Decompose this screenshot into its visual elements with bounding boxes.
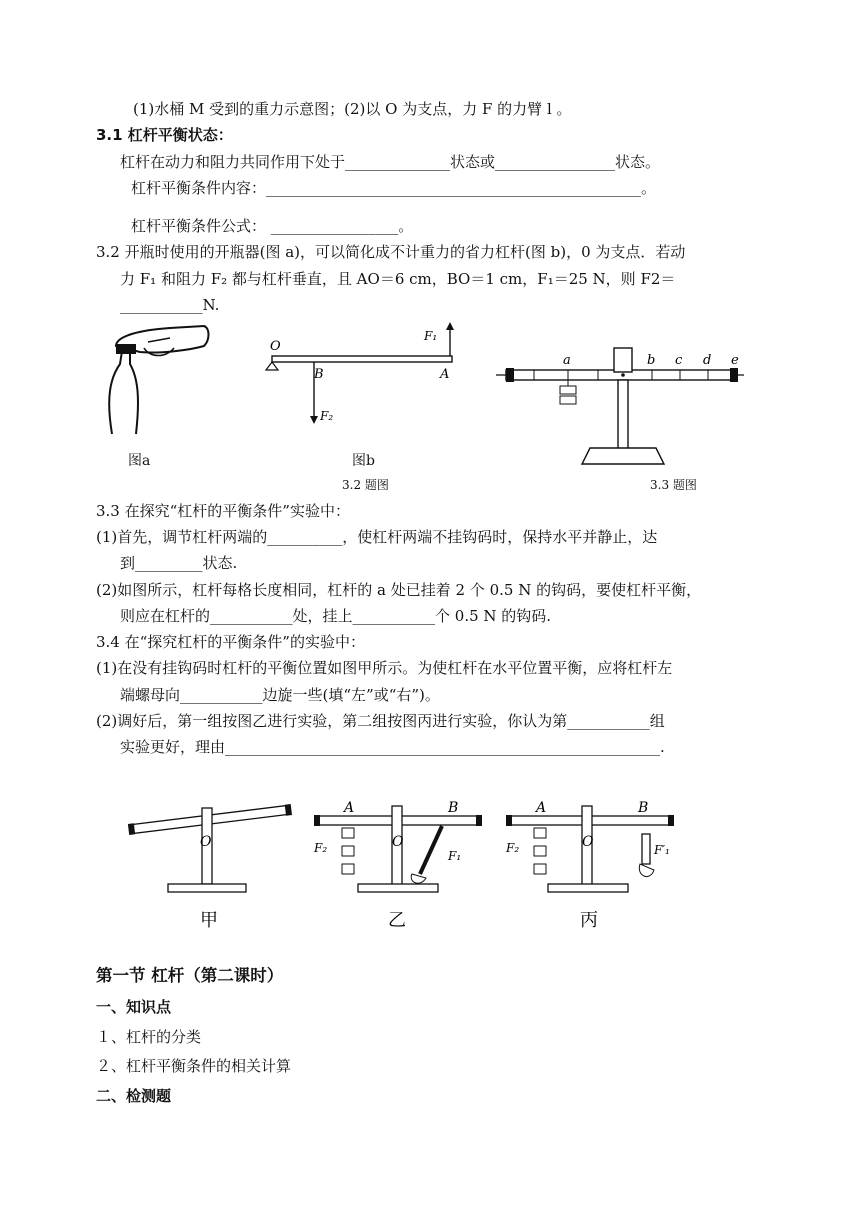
line-3-4-b: (1)在没有挂钩码时杠杆的平衡位置如图甲所示。为使杠杆在水平位置平衡，应将杠杆左 xyxy=(96,659,673,677)
line-3-1-formula: 杠杆平衡条件公式： _________________。 xyxy=(131,217,414,235)
line-3-2-b: 力 F₁ 和阻力 F₂ 都与杠杆垂直，且 AO＝6 cm，BO＝1 cm，F₁＝25 N，则 F2＝ xyxy=(120,270,676,288)
line-3-2-c: ___________N. xyxy=(120,296,220,314)
bing-label-b: B xyxy=(638,800,649,816)
yi-label-o: O xyxy=(392,834,404,850)
figure-jia xyxy=(120,790,300,940)
figure-a-label: 图a xyxy=(128,453,151,469)
bing-label: 丙 xyxy=(580,910,598,931)
line-3-1-content: 杠杆平衡条件内容：__________________________________________________。 xyxy=(131,179,657,197)
bing-label-f1-prime: F′₁ xyxy=(654,843,670,857)
label-e: e xyxy=(731,353,739,368)
yi-label-b: B xyxy=(448,800,459,816)
line-3-1-state: 杠杆在动力和阻力共同作用下处于______________状态或________________状态。 xyxy=(120,153,661,171)
lever-b-label-o: O xyxy=(270,339,281,354)
line-3-3-a: 3.3 在探究“杠杆的平衡条件”实验中： xyxy=(96,502,350,520)
yi-label-f1: F₁ xyxy=(448,849,462,863)
lever-b-label-b: B xyxy=(314,367,324,382)
bing-label-f2: F₂ xyxy=(506,841,520,855)
line-3-3-e: 则应在杠杆的___________处，挂上___________个 0.5 N 的钩码. xyxy=(120,607,552,625)
caption-3-2: 3.2 题图 xyxy=(342,478,389,492)
line-3-4-e: 实验更好，理由__________________________________________________________. xyxy=(120,738,665,756)
label-d: d xyxy=(703,353,712,368)
knowledge-point-2: ２、杠杆平衡条件的相关计算 xyxy=(96,1057,292,1075)
line-3-2-a: 3.2 开瓶时使用的开瓶器(图 a)，可以简化成不计重力的省力杠杆(图 b)，0 为支点．若动 xyxy=(96,243,686,261)
figure-lever-stand-3-3 xyxy=(494,340,750,470)
jia-label-o: O xyxy=(200,834,212,850)
jia-label: 甲 xyxy=(200,910,218,931)
label-a: a xyxy=(563,353,571,368)
figure-b-label: 图b xyxy=(352,453,375,469)
label-c: c xyxy=(675,353,683,368)
lever-b-label-f2: F₂ xyxy=(320,409,334,423)
label-b: b xyxy=(647,353,656,368)
lever-b-label-f1: F₁ xyxy=(424,329,438,343)
test-heading: 二、检测题 xyxy=(96,1087,172,1105)
knowledge-point-1: １、杠杆的分类 xyxy=(96,1028,202,1046)
yi-label-f2: F₂ xyxy=(314,841,328,855)
line-3-4-d: (2)调好后，第一组按图乙进行实验，第二组按图丙进行实验，你认为第___________组 xyxy=(96,712,665,730)
heading-3-1: 3.1 杠杆平衡状态： xyxy=(96,126,233,144)
lever-b-label-a: A xyxy=(440,367,450,382)
knowledge-points-heading: 一、知识点 xyxy=(96,998,172,1016)
bing-label-o: O xyxy=(582,834,594,850)
line-water-bucket: (1)水桶 M 受到的重力示意图；(2)以 O 为支点，力 F 的力臂 l 。 xyxy=(133,100,572,118)
line-3-4-a: 3.4 在“探究杠杆的平衡条件”的实验中： xyxy=(96,633,365,651)
figure-yi xyxy=(308,790,488,940)
figure-bing xyxy=(500,790,680,940)
line-3-3-c: 到_________状态. xyxy=(120,554,238,572)
yi-label-a: A xyxy=(344,800,355,816)
line-3-4-c: 端螺母向___________边旋一些(填“左”或“右”)。 xyxy=(120,686,440,704)
figure-bottle-opener xyxy=(100,318,220,438)
line-3-3-b: (1)首先，调节杠杆两端的__________，使杠杆两端不挂钩码时，保持水平并静止，达 xyxy=(96,528,658,546)
section-title: 第一节 杠杆（第二课时） xyxy=(96,966,284,985)
line-3-3-d: (2)如图所示，杠杆每格长度相同，杠杆的 a 处已挂着 2 个 0.5 N 的钩码，要使杠杆平衡， xyxy=(96,581,702,599)
caption-3-3: 3.3 题图 xyxy=(650,478,697,492)
yi-label: 乙 xyxy=(388,910,406,931)
bing-label-a: A xyxy=(536,800,547,816)
figure-lever-b xyxy=(262,320,472,440)
